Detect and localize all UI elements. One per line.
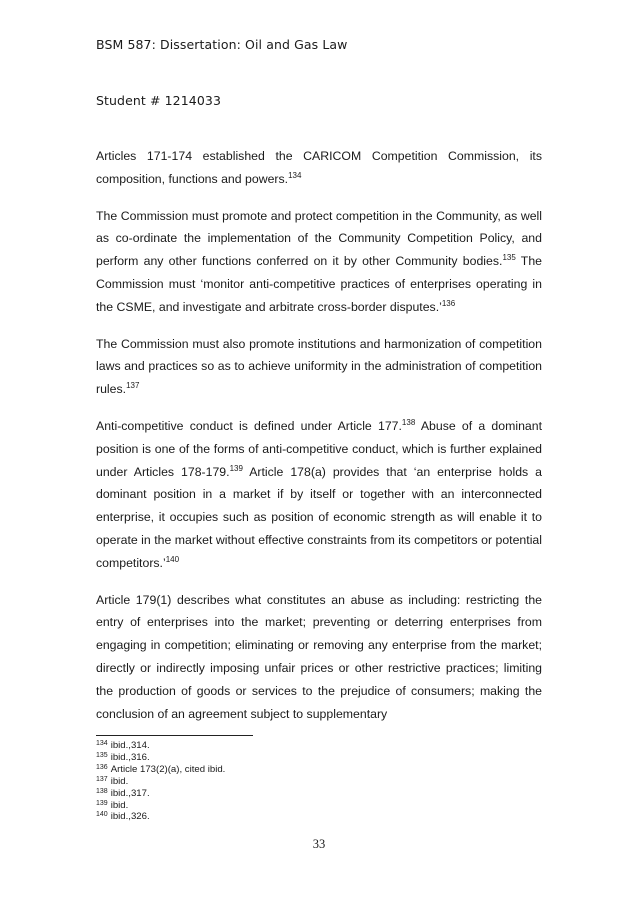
footnote-text: ibid. (110, 799, 129, 811)
footnote (96, 811, 225, 823)
footnote-ref[interactable]: 139 (229, 463, 243, 473)
footnote-separator (96, 735, 253, 736)
footnote-text: ibid.,316. (110, 751, 150, 763)
footnote-number: 137 (96, 775, 108, 783)
footnote-text: Article 173(2)(a), cited ibid. (110, 763, 226, 775)
page-number: 33 (312, 837, 326, 851)
running-header: BSM 587: Dissertation: Oil and Gas Law (96, 37, 348, 52)
paragraph: Articles 171-174 established the CARICOM Competition Commission, its composition, functions and powers.$^{134}$ (96, 149, 542, 186)
footnote-ref[interactable]: 135 (502, 253, 516, 263)
footnote-ref[interactable]: 136 (441, 298, 456, 308)
footnote-ref[interactable]: 138 (401, 417, 416, 427)
paragraph: The Commission must promote and protect competition in the Community, as well as co-ordinate the implementation of the Community Competition Policy, and perform any other functions conferred on it by other Community bodies.$^{135}$ The Commission must ‘monitor anti-competitive practices of enterprises operating in the CSME, and investigate and arbitrate cross-border disputes.’$^{136}$ (96, 208, 543, 314)
paragraph: Anti-competitive conduct is defined under Article 177.$^{138}$ Abuse of a dominant position is one of the forms of anti-competitive conduct, which is further explained under Articles 178-179.$^{139}$ Article 178(a) provides that ‘an enterprise holds a dominant position in a market if by itself or together with an interconnected enterprise, it occupies such as position of economic strength as will enable it to operate in the market without effective constraints from its competitors or potential competitors.’$^{140}$ (96, 417, 542, 570)
paragraph: Article 179(1) describes what constitutes an abuse as including: restricting the entry of enterprises into the market; preventing or deterring enterprises from engaging in competition; eliminating or removing any enterprise from the market; directly or indirectly imposing unfair prices or other restrictive practices; limiting the production of goods or services to the prejudice of consumers; making the conclusion of an agreement subject to supplementary (96, 592, 542, 721)
footnote-number: 140 (96, 811, 108, 819)
footnotes (96, 740, 225, 823)
footnote (96, 776, 225, 788)
footnote-text: ibid. (110, 775, 129, 787)
footnote (96, 740, 225, 752)
footnote-number: 138 (96, 787, 108, 795)
footnote (96, 788, 225, 800)
footnote-number: 134 (96, 740, 108, 747)
footnote-ref[interactable]: 137 (126, 381, 140, 391)
footnote-ref[interactable]: 134 (288, 170, 302, 180)
footnote-number: 136 (96, 763, 108, 771)
footnote-ref[interactable]: 140 (165, 554, 180, 564)
footnote (96, 764, 225, 776)
footnote (96, 752, 225, 764)
body-text (96, 145, 542, 725)
paragraph: The Commission must also promote institutions and harmonization of competition laws and practices so as to achieve uniformity in the administration of competition rules.$^{137}$ (96, 336, 542, 397)
footnote (96, 800, 225, 812)
footnote-text: ibid.,317. (110, 787, 150, 799)
footnote-number: 135 (96, 751, 108, 759)
footnote-number: 139 (96, 799, 108, 807)
footnote-text: ibid.,314. (110, 740, 150, 751)
footnote-text: ibid.,326. (110, 811, 150, 823)
student-number: Student # 1214033 (96, 93, 221, 108)
